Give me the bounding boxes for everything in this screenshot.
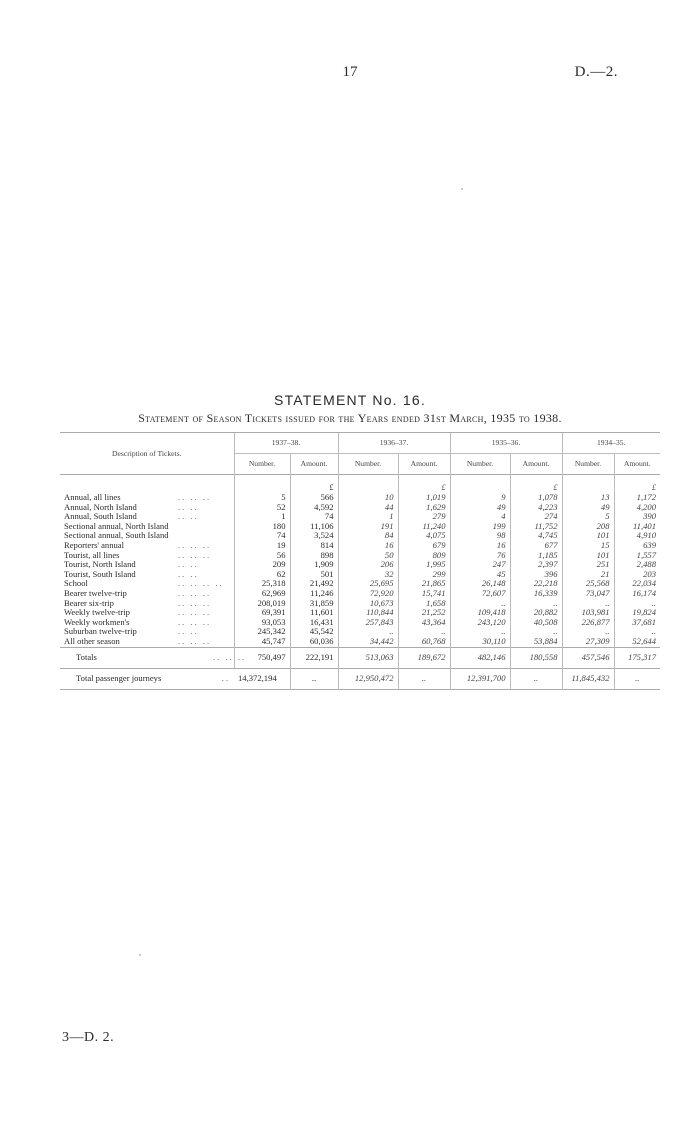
number-cell: 62 — [234, 570, 290, 580]
number-cell: 30,110 — [450, 637, 510, 647]
amount-cell: 4,745 — [510, 531, 562, 541]
number-cell: 206 — [338, 560, 398, 570]
number-cell: 251 — [562, 560, 614, 570]
number-cell: 72,607 — [450, 589, 510, 599]
number-cell: 4 — [450, 512, 510, 522]
number-cell: 74 — [234, 531, 290, 541]
table-row — [60, 570, 660, 580]
number-header: Number. — [338, 454, 398, 475]
number-cell: 9 — [450, 493, 510, 503]
footer-reference: 3—D. 2. — [62, 1030, 115, 1045]
amount-cell: 396 — [510, 570, 562, 580]
amount-cell: 4,075 — [398, 531, 450, 541]
ticket-description: All other season — [64, 635, 120, 646]
totals-cell: 482,146 — [450, 647, 510, 668]
ticket-description: Weekly workmen's — [64, 616, 130, 627]
document-reference: D.—2. — [574, 64, 618, 80]
amount-cell: 203 — [614, 570, 660, 580]
amount-cell: 1,172 — [614, 493, 660, 503]
amount-cell: 2,397 — [510, 560, 562, 570]
number-cell: .. — [562, 599, 614, 609]
number-cell: 1 — [234, 512, 290, 522]
amount-cell: 390 — [614, 512, 660, 522]
number-header: Number. — [562, 454, 614, 475]
number-cell: 52 — [234, 503, 290, 513]
leader-dots: .. .. — [178, 559, 199, 570]
amount-cell: 60,768 — [398, 637, 450, 647]
amount-cell: 4,592 — [290, 503, 338, 513]
amount-cell: 16,339 — [510, 589, 562, 599]
amount-cell: 11,752 — [510, 522, 562, 532]
number-cell: 109,418 — [450, 608, 510, 618]
leader-dots: .. .. .. — [178, 597, 212, 608]
totals-cell: 175,317 — [614, 647, 660, 668]
journeys-cell: .. — [510, 668, 562, 689]
table-row — [60, 589, 660, 599]
number-cell: 26,148 — [450, 579, 510, 589]
table-row — [60, 637, 660, 647]
number-cell: 191 — [338, 522, 398, 532]
leader-dots: .. .. — [178, 511, 199, 522]
number-cell: .. — [450, 627, 510, 637]
number-cell: 208,019 — [234, 599, 290, 609]
amount-cell: 22,034 — [614, 579, 660, 589]
number-cell: 5 — [234, 493, 290, 503]
number-cell: .. — [562, 627, 614, 637]
number-cell: 110,844 — [338, 608, 398, 618]
amount-cell: 1,019 — [398, 493, 450, 503]
table-row — [60, 579, 660, 589]
number-cell: 44 — [338, 503, 398, 513]
amount-header: Amount. — [510, 454, 562, 475]
amount-header: Amount. — [290, 454, 338, 475]
amount-cell: 1,658 — [398, 599, 450, 609]
number-cell: 243,120 — [450, 618, 510, 628]
amount-cell: 679 — [398, 541, 450, 551]
journeys-cell: 12,950,472 — [338, 668, 398, 689]
number-cell: 19 — [234, 541, 290, 551]
amount-cell: 4,200 — [614, 503, 660, 513]
ticket-description: Sectional annual, South Island — [64, 530, 169, 541]
amount-cell: 809 — [398, 551, 450, 561]
table-row — [60, 618, 660, 628]
number-cell: 199 — [450, 522, 510, 532]
table-row — [60, 541, 660, 551]
ticket-description: Sectional annual, North Island — [64, 520, 169, 531]
currency-row — [60, 475, 660, 493]
scan-speck — [461, 188, 463, 190]
number-cell: 62,969 — [234, 589, 290, 599]
number-cell: 5 — [562, 512, 614, 522]
leader-dots: .. .. — [178, 568, 199, 579]
ticket-description: Annual, all lines — [64, 492, 121, 502]
table-row — [60, 560, 660, 570]
amount-cell: 11,246 — [290, 589, 338, 599]
number-cell: 1 — [338, 512, 398, 522]
journeys-cell: 14,372,194 — [234, 668, 290, 689]
amount-cell: 274 — [510, 512, 562, 522]
number-cell: 103,981 — [562, 608, 614, 618]
amount-cell: 40,508 — [510, 618, 562, 628]
season-tickets-table — [60, 432, 660, 690]
amount-cell: 53,884 — [510, 637, 562, 647]
number-cell: 208 — [562, 522, 614, 532]
pound-sign: £ — [398, 475, 450, 493]
statement-subtitle: Statement of Season Tickets issued for the Years ended 31st March, 1935 to 1938. — [138, 411, 562, 425]
amount-cell: 37,681 — [614, 618, 660, 628]
amount-cell: 74 — [290, 512, 338, 522]
row-description — [60, 637, 234, 647]
journeys-cell: 12,391,700 — [450, 668, 510, 689]
journeys-label: Total passenger journeys — [76, 672, 162, 683]
totals-cell: 457,546 — [562, 647, 614, 668]
description-header: Description of Tickets. — [112, 448, 182, 458]
number-cell: 16 — [338, 541, 398, 551]
ticket-description: Annual, North Island — [64, 501, 137, 512]
amount-cell: 639 — [614, 541, 660, 551]
amount-cell: 2,488 — [614, 560, 660, 570]
year-header: 1935–36. — [450, 433, 562, 454]
table-row — [60, 503, 660, 513]
amount-cell: 19,824 — [614, 608, 660, 618]
year-header: 1937–38. — [234, 433, 338, 454]
number-cell: 56 — [234, 551, 290, 561]
amount-cell: .. — [398, 627, 450, 637]
amount-cell: 31,859 — [290, 599, 338, 609]
journeys-cell: 11,845,432 — [562, 668, 614, 689]
amount-cell: 1,078 — [510, 493, 562, 503]
amount-cell: .. — [614, 599, 660, 609]
number-cell: 10,673 — [338, 599, 398, 609]
number-cell: 180 — [234, 522, 290, 532]
passenger-journeys-row — [60, 668, 660, 689]
number-cell: 27,309 — [562, 637, 614, 647]
number-cell: 69,391 — [234, 608, 290, 618]
number-cell: 49 — [450, 503, 510, 513]
leader-dots: .. .. .. .. — [178, 578, 224, 589]
ticket-description: Tourist, North Island — [64, 559, 136, 570]
leader-dots: .. .. .. — [178, 549, 212, 560]
table-row — [60, 493, 660, 503]
totals-cell: 513,063 — [338, 647, 398, 668]
number-cell: 257,843 — [338, 618, 398, 628]
number-header: Number. — [450, 454, 510, 475]
number-cell: 16 — [450, 541, 510, 551]
table-row — [60, 531, 660, 541]
number-cell: 226,877 — [562, 618, 614, 628]
leader-dots: .. — [221, 672, 230, 683]
totals-cell: 750,497 — [234, 647, 290, 668]
totals-cell: 180,558 — [510, 647, 562, 668]
amount-cell: 45,542 — [290, 627, 338, 637]
number-cell: 98 — [450, 531, 510, 541]
amount-cell: 677 — [510, 541, 562, 551]
ticket-description: Reporters' annual — [64, 539, 125, 550]
amount-cell: 16,174 — [614, 589, 660, 599]
number-cell: 21 — [562, 570, 614, 580]
number-cell: 45 — [450, 570, 510, 580]
amount-cell: 21,492 — [290, 579, 338, 589]
header-years-row — [60, 433, 660, 454]
number-cell: 25,318 — [234, 579, 290, 589]
amount-cell: 60,036 — [290, 637, 338, 647]
number-cell: 34,442 — [338, 637, 398, 647]
amount-cell: 1,909 — [290, 560, 338, 570]
amount-cell: 814 — [290, 541, 338, 551]
amount-header: Amount. — [614, 454, 660, 475]
amount-cell: 279 — [398, 512, 450, 522]
number-cell: 15 — [562, 541, 614, 551]
amount-cell: 4,910 — [614, 531, 660, 541]
ticket-description: Suburban twelve-trip — [64, 626, 137, 637]
amount-cell: 21,865 — [398, 579, 450, 589]
amount-cell: 21,252 — [398, 608, 450, 618]
number-cell: .. — [338, 627, 398, 637]
leader-dots: .. .. .. — [178, 492, 212, 502]
number-cell: 247 — [450, 560, 510, 570]
amount-cell: .. — [510, 627, 562, 637]
amount-cell: .. — [510, 599, 562, 609]
number-cell: 32 — [338, 570, 398, 580]
amount-cell: 1,995 — [398, 560, 450, 570]
ticket-description: Bearer twelve-trip — [64, 587, 127, 598]
leader-dots: .. .. .. — [178, 539, 212, 550]
totals-cell: 222,191 — [290, 647, 338, 668]
journeys-cell: .. — [614, 668, 660, 689]
number-header: Number. — [234, 454, 290, 475]
number-cell: 84 — [338, 531, 398, 541]
amount-cell: 3,524 — [290, 531, 338, 541]
amount-cell: 1,185 — [510, 551, 562, 561]
pound-sign: £ — [614, 475, 660, 493]
journeys-cell: .. — [398, 668, 450, 689]
number-cell: 13 — [562, 493, 614, 503]
number-cell: 93,053 — [234, 618, 290, 628]
totals-cell: 189,672 — [398, 647, 450, 668]
amount-cell: 52,644 — [614, 637, 660, 647]
amount-cell: 16,431 — [290, 618, 338, 628]
amount-cell: 1,557 — [614, 551, 660, 561]
amount-cell: 566 — [290, 493, 338, 503]
leader-dots: .. .. — [178, 501, 199, 512]
table-row — [60, 551, 660, 561]
number-cell: 72,920 — [338, 589, 398, 599]
number-cell: 50 — [338, 551, 398, 561]
page-number: 17 — [342, 64, 358, 80]
number-cell: 45,747 — [234, 637, 290, 647]
amount-cell: 43,364 — [398, 618, 450, 628]
leader-dots: .. .. .. — [213, 651, 247, 662]
amount-cell: 4,223 — [510, 503, 562, 513]
season-tickets-table-container — [60, 432, 660, 690]
amount-cell: 15,741 — [398, 589, 450, 599]
leader-dots: .. .. — [178, 626, 199, 637]
pound-sign: £ — [510, 475, 562, 493]
year-header: 1936–37. — [338, 433, 450, 454]
amount-cell: 11,106 — [290, 522, 338, 532]
scan-speck — [139, 954, 141, 956]
amount-cell: 898 — [290, 551, 338, 561]
table-bottom-rule — [60, 689, 660, 690]
ticket-description: Annual, South Island — [64, 511, 137, 522]
amount-header: Amount. — [398, 454, 450, 475]
number-cell: 101 — [562, 551, 614, 561]
statement-title: STATEMENT No. 16. — [274, 392, 426, 408]
ticket-description: Tourist, all lines — [64, 549, 120, 560]
table-row — [60, 627, 660, 637]
number-cell: 25,568 — [562, 579, 614, 589]
table-row — [60, 599, 660, 609]
table-body — [60, 493, 660, 647]
ticket-description: Weekly twelve-trip — [64, 607, 130, 618]
amount-cell: 11,601 — [290, 608, 338, 618]
table-row — [60, 608, 660, 618]
leader-dots: .. .. .. — [178, 635, 212, 646]
number-cell: 73,047 — [562, 589, 614, 599]
leader-dots: .. .. .. — [178, 616, 212, 627]
number-cell: 25,695 — [338, 579, 398, 589]
number-cell: 101 — [562, 531, 614, 541]
journeys-cell: .. — [290, 668, 338, 689]
pound-sign: £ — [290, 475, 338, 493]
amount-cell: 299 — [398, 570, 450, 580]
amount-cell: 11,240 — [398, 522, 450, 532]
totals-row — [60, 647, 660, 668]
ticket-description: Tourist, South Island — [64, 568, 136, 579]
number-cell: 209 — [234, 560, 290, 570]
year-header: 1934–35. — [562, 433, 660, 454]
number-cell: 76 — [450, 551, 510, 561]
amount-cell: 11,401 — [614, 522, 660, 532]
leader-dots: .. .. .. — [178, 587, 212, 598]
number-cell: 10 — [338, 493, 398, 503]
leader-dots: .. .. .. — [178, 607, 212, 618]
amount-cell: 501 — [290, 570, 338, 580]
amount-cell: 1,629 — [398, 503, 450, 513]
ticket-description: School — [64, 578, 88, 589]
amount-cell: 22,218 — [510, 579, 562, 589]
number-cell: 245,342 — [234, 627, 290, 637]
number-cell: .. — [450, 599, 510, 609]
amount-cell: 20,882 — [510, 608, 562, 618]
totals-label: Totals — [76, 651, 97, 662]
ticket-description: Bearer six-trip — [64, 597, 114, 608]
number-cell: 49 — [562, 503, 614, 513]
amount-cell: .. — [614, 627, 660, 637]
